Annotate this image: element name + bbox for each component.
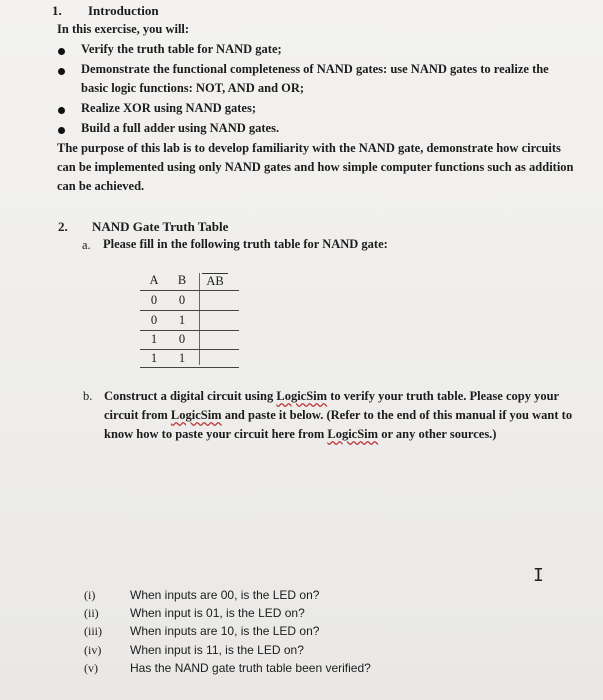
question-number: (i) xyxy=(84,588,96,602)
logicsim-link[interactable]: LogicSim xyxy=(276,389,328,403)
bullet-item-2-continued: basic logic functions: NOT, AND and OR; xyxy=(81,81,305,95)
row1-a: 0 xyxy=(150,293,158,307)
row-rule xyxy=(140,367,239,368)
row3-b: 0 xyxy=(178,332,186,346)
question-text: When inputs are 10, is the LED on? xyxy=(130,624,320,638)
bullet-item-3: Realize XOR using NAND gates; xyxy=(81,101,256,115)
header-nand-ab: AB xyxy=(202,273,228,288)
column-divider xyxy=(199,273,200,365)
section2-title: NAND Gate Truth Table xyxy=(92,219,229,234)
part-a-text: Please fill in the following truth table for NAND gate: xyxy=(103,237,388,251)
question-text: When input is 01, is the LED on? xyxy=(130,606,305,620)
bullet-item-4: Build a full adder using NAND gates. xyxy=(81,121,280,135)
purpose-line-3: can be achieved. xyxy=(57,179,145,193)
header-b: B xyxy=(177,273,187,287)
row-rule xyxy=(140,349,239,350)
header-a: A xyxy=(149,273,159,287)
purpose-line-2: can be implemented using only NAND gates and how simple computer functions such as addition xyxy=(57,160,574,174)
question-text: Has the NAND gate truth table been verified? xyxy=(130,661,371,675)
row2-b: 1 xyxy=(178,313,186,327)
row3-a: 1 xyxy=(150,332,158,346)
purpose-line-1: The purpose of this lab is to develop familiarity with the NAND gate, demonstrate how circuits xyxy=(57,141,561,155)
section2-number: 2. xyxy=(58,219,68,234)
bullet-dot xyxy=(58,48,65,55)
question-number: (iii) xyxy=(84,624,102,638)
part-b-line-2: circuit from LogicSim and paste it below. (Refer to the end of this manual if you want to xyxy=(104,408,573,422)
bullet-dot xyxy=(58,107,65,114)
row1-b: 0 xyxy=(178,293,186,307)
section1-number: 1. xyxy=(52,3,62,18)
question-number: (v) xyxy=(84,661,98,675)
section1-intro: In this exercise, you will: xyxy=(57,22,190,36)
bullet-item-2: Demonstrate the functional completeness of NAND gates: use NAND gates to realize the xyxy=(81,62,549,76)
row4-a: 1 xyxy=(150,351,158,365)
logicsim-link[interactable]: LogicSim xyxy=(327,427,379,441)
question-number: (ii) xyxy=(84,606,99,620)
question-number: (iv) xyxy=(84,643,102,657)
part-a-label: a. xyxy=(82,238,91,252)
question-text: When inputs are 00, is the LED on? xyxy=(130,588,320,602)
question-text: When input is 11, is the LED on? xyxy=(130,643,304,657)
logicsim-link[interactable]: LogicSim xyxy=(170,408,222,422)
bullet-dot xyxy=(58,127,65,134)
bullet-dot xyxy=(58,68,65,75)
bullet-item-1: Verify the truth table for NAND gate; xyxy=(81,42,282,56)
row-rule xyxy=(140,330,239,331)
header-rule xyxy=(140,290,239,291)
part-b-label: b. xyxy=(83,389,93,403)
text-cursor-icon: I xyxy=(533,565,544,586)
row4-b: 1 xyxy=(178,351,186,365)
part-b-line-3: know how to paste your circuit here from LogicSim or any other sources.) xyxy=(104,427,497,441)
section1-title: Introduction xyxy=(88,3,159,18)
row2-a: 0 xyxy=(150,313,158,327)
row-rule xyxy=(140,310,239,311)
part-b-line-1: Construct a digital circuit using LogicSim to verify your truth table. Please copy your xyxy=(104,389,560,403)
